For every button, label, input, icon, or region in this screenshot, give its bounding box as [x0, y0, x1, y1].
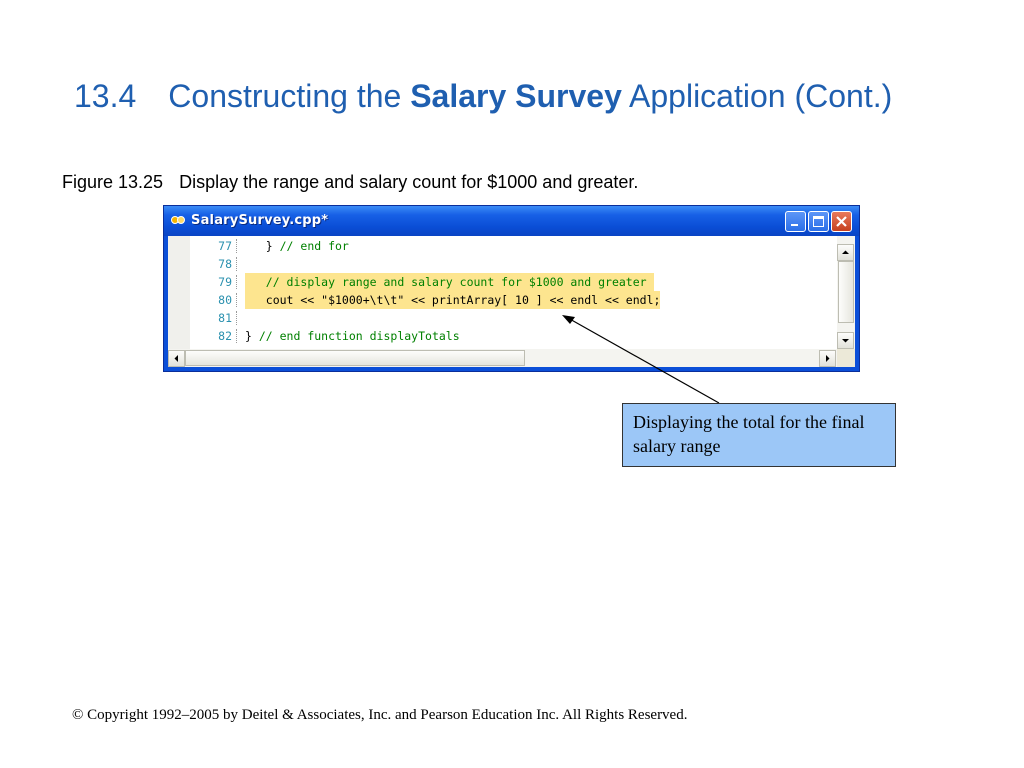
figure-caption-text: Display the range and salary count for $1000 and greater. [179, 172, 639, 192]
line-number: 82 [218, 329, 232, 343]
title-prefix: Constructing the [168, 78, 411, 114]
section-number: 13.4 [74, 78, 137, 114]
callout-box: Displaying the total for the final salary range [622, 403, 896, 467]
line-number: 80 [218, 293, 232, 307]
window-title: SalarySurvey.cpp* [191, 213, 329, 228]
line-number: 78 [218, 257, 232, 271]
copyright-notice: © Copyright 1992–2005 by Deitel & Associates, Inc. and Pearson Education Inc. All Rights Reserved. [72, 707, 688, 723]
code-plain: } [245, 239, 280, 253]
code-plain: } [245, 329, 259, 343]
title-suffix: Application (Cont.) [621, 78, 893, 114]
code-comment: // end for [279, 239, 349, 253]
line-number: 81 [218, 311, 232, 325]
code-comment: // end function displayTotals [258, 329, 460, 343]
figure-number: Figure 13.25 [62, 172, 164, 192]
code-plain: cout << "$1000+\t\t" << printArray[ 10 ] << endl << endl; [245, 293, 661, 307]
line-number: 77 [218, 239, 232, 253]
line-number: 79 [218, 275, 232, 289]
title-bold: Salary Survey [410, 78, 622, 114]
code-comment: // display range and salary count for $1000 and greater [265, 275, 654, 289]
